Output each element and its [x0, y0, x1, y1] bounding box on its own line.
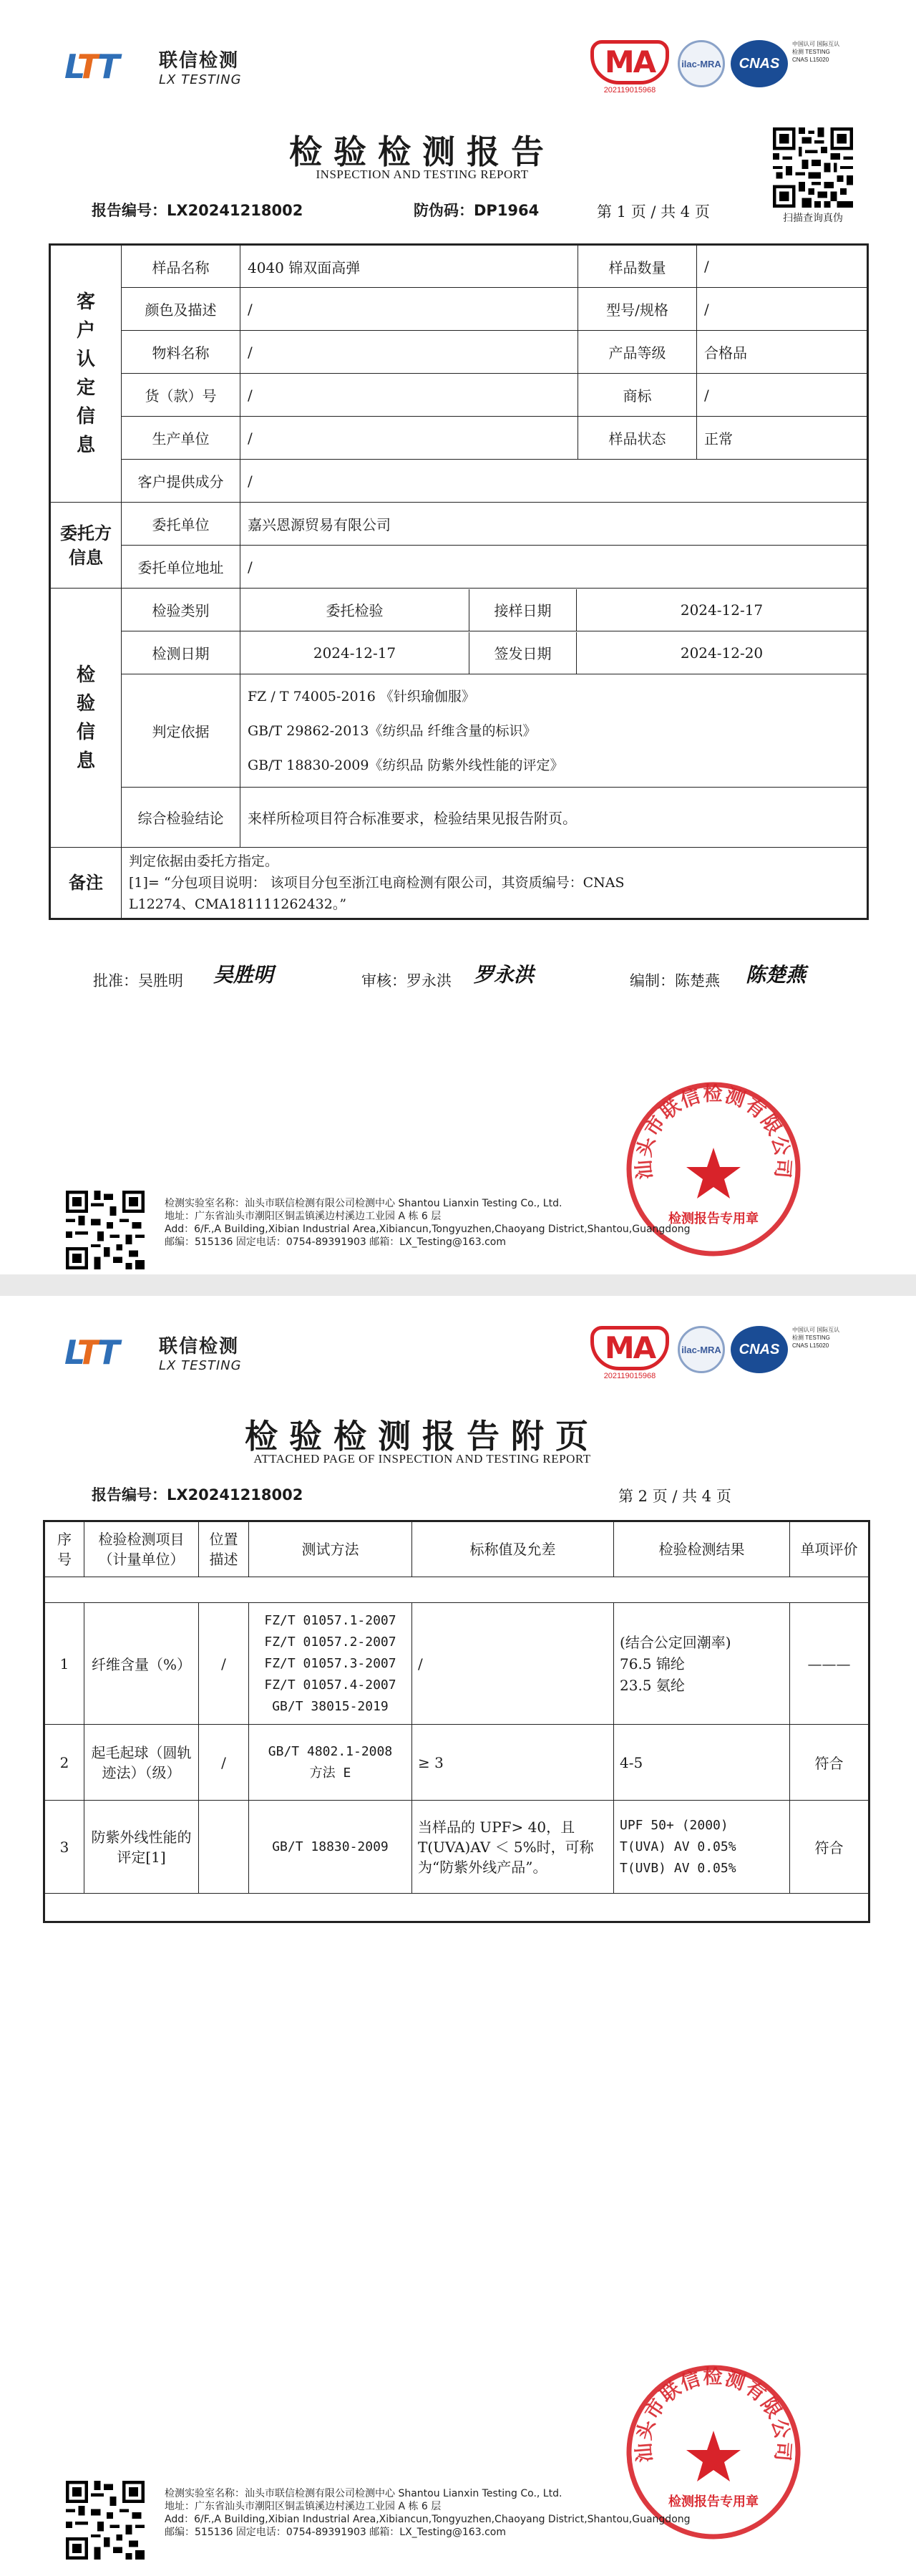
evaluation: 符合	[790, 1725, 869, 1801]
nominal-value: ≥ 3	[412, 1725, 614, 1801]
cnas-icon: CNAS	[731, 1326, 788, 1373]
page-info: 第 2 页 / 共 4 页	[618, 1488, 731, 1505]
method-line: FZ/T 01057.1-2007	[264, 1612, 396, 1628]
test-method: GB/T 18830-2009	[249, 1801, 412, 1894]
result-line: T(UVA) AV 0.05%	[620, 1839, 736, 1854]
report-page-1	[0, 0, 916, 1274]
cell-value: 合格品	[697, 331, 868, 374]
table-row	[50, 417, 868, 460]
ma-badge	[590, 40, 669, 95]
spacer-row	[44, 1894, 869, 1922]
method-line: FZ/T 01057.4-2007	[264, 1677, 396, 1693]
svg-text:检测报告专用章: 检测报告专用章	[668, 1211, 759, 1226]
cell-label: 综合检验结论	[122, 788, 240, 848]
results-table	[43, 1520, 870, 1923]
spacer-cell	[44, 1577, 869, 1603]
spacer-cell	[44, 1894, 869, 1922]
column-header: 测试方法	[249, 1521, 412, 1577]
row-number: 3	[44, 1801, 84, 1894]
page-separator	[0, 1274, 916, 1296]
row-number: 1	[44, 1603, 84, 1725]
logo-mark-icon: LTT	[64, 47, 117, 86]
cell-value: /	[240, 546, 868, 589]
cell-value: /	[240, 331, 578, 374]
test-result	[614, 1603, 790, 1725]
method-line: FZ/T 01057.3-2007	[264, 1655, 396, 1671]
test-result: 4-5	[614, 1725, 790, 1801]
spacer-row	[44, 1577, 869, 1603]
logo-mark-icon: LTT	[64, 1333, 117, 1372]
table-row	[44, 1725, 869, 1801]
test-method	[249, 1725, 412, 1801]
basis-item: GB/T 29862-2013《纺织品 纤维含量的标识》	[248, 722, 537, 739]
basis-item: GB/T 18830-2009《纺织品 防紫外线性能的评定》	[248, 757, 564, 773]
remark-line: [1]= “分包项目说明： 该项目分包至浙江电商检测有限公司，其资质编号：CNAS	[129, 875, 625, 891]
basis-item: FZ / T 74005-2016 《针织瑜伽服》	[248, 688, 475, 704]
attached-title: 检验检测报告附页	[245, 1417, 600, 1456]
report-info-table	[49, 243, 869, 920]
cnas-icon: CNAS	[731, 40, 788, 87]
result-line: T(UVB) AV 0.05%	[620, 1860, 736, 1876]
logo-en: LX TESTING	[159, 72, 242, 87]
cnas-caption: 中国认可 国际互认 检测 TESTING CNAS L15020	[792, 1327, 840, 1349]
footer-line: 检测实验室名称：汕头市联信检测有限公司检测中心 Shantou Lianxin Testing Co., Ltd.	[165, 1198, 562, 1209]
remark-line: L12274、CMA181111262432。”	[129, 896, 347, 912]
logo-en: LX TESTING	[159, 1358, 242, 1373]
footer-line: Add：6/F.,A Building,Xibian Industrial Area,Xibiancun,Tongyuzhen,Chaoyang District,Shantou,Guangdong	[165, 1224, 691, 1235]
svg-text:汕头市联信检测有限公司: 汕头市联信检测有限公司	[633, 1083, 794, 1181]
cell-label: 签发日期	[469, 632, 577, 674]
approver-signature: 吴胜明	[213, 963, 274, 987]
method-line: GB/T 4802.1-2008	[268, 1743, 393, 1759]
cert-badges	[590, 1326, 842, 1380]
company-logo	[64, 1332, 242, 1373]
row-number: 2	[44, 1725, 84, 1801]
logo-cn: 联信检测	[159, 50, 240, 72]
report-number: 报告编号：LX20241218002	[92, 1486, 303, 1504]
column-header: 位置描述	[199, 1521, 249, 1577]
ilac-icon: ilac-MRA	[678, 1326, 725, 1373]
company-logo	[64, 46, 242, 87]
table-row	[50, 631, 868, 674]
report-subtitle: INSPECTION AND TESTING REPORT	[316, 168, 529, 181]
cell-value: 2024-12-17	[240, 632, 469, 674]
footer-info	[165, 2487, 691, 2539]
table-row	[50, 589, 868, 631]
remark-line: 判定依据由委托方指定。	[129, 853, 279, 869]
client-section-label: 客 户 认 定 信 息	[50, 245, 122, 503]
anti-fake-code: 防伪码：DP1964	[414, 202, 540, 219]
cell-label: 样品状态	[578, 417, 697, 460]
cell-value: 4040 锦双面高弹	[240, 245, 578, 288]
cell-label: 委托单位地址	[122, 546, 240, 589]
cell-value: /	[240, 374, 578, 417]
nominal-value: /	[412, 1603, 614, 1725]
column-header: 序号	[44, 1521, 84, 1577]
svg-text:汕头市联信检测有限公司: 汕头市联信检测有限公司	[633, 2366, 794, 2464]
cell-label: 样品名称	[122, 245, 240, 288]
cell-value: /	[697, 288, 868, 331]
report-number: 报告编号：LX20241218002	[92, 202, 303, 219]
cell-value: /	[240, 417, 578, 460]
report-title: 检验检测报告	[289, 132, 555, 171]
evaluation: ———	[790, 1603, 869, 1725]
ma-badge	[590, 1326, 669, 1380]
method-line: 方法 E	[309, 1765, 351, 1781]
table-row	[44, 1603, 869, 1725]
cell-value: 嘉兴恩源贸易有限公司	[240, 503, 868, 546]
test-method	[249, 1603, 412, 1725]
test-item: 纤维含量（%）	[84, 1603, 199, 1725]
split-cell	[240, 631, 868, 674]
svg-text:检测报告专用章: 检测报告专用章	[668, 2494, 759, 2509]
method-line: FZ/T 01057.2-2007	[264, 1634, 396, 1650]
cell-label: 物料名称	[122, 331, 240, 374]
footer-line: 地址：广东省汕头市潮阳区铜盂镇溪边村溪边工业园 A 栋 6 层	[165, 2501, 442, 2512]
approver: 批准：吴胜明	[93, 972, 183, 989]
cell-label: 检验类别	[122, 589, 240, 631]
nominal-value: 当样品的 UPF> 40，且 T(UVA)AV ＜ 5%时，可称为“防紫外线产品”。	[412, 1801, 614, 1894]
position	[199, 1801, 249, 1894]
attached-subtitle: ATTACHED PAGE OF INSPECTION AND TESTING REPORT	[253, 1452, 591, 1466]
table-row	[44, 1801, 869, 1894]
method-line: GB/T 38015-2019	[272, 1698, 389, 1714]
entrust-section-label: 委托方 信息	[50, 503, 122, 589]
cell-label: 样品数量	[578, 245, 697, 288]
cell-value: 2024-12-17	[680, 601, 764, 619]
table-row	[50, 288, 868, 331]
footer-line: 检测实验室名称：汕头市联信检测有限公司检测中心 Shantou Lianxin Testing Co., Ltd.	[165, 2488, 562, 2499]
cert-badges	[590, 40, 842, 95]
qr-caption: 扫描查询真伪	[783, 213, 843, 224]
ma-icon: MA	[590, 40, 669, 84]
cell-value: 委托检验	[240, 589, 469, 631]
remark-label: 备注	[50, 848, 122, 919]
footer-line: Add：6/F.,A Building,Xibian Industrial Area,Xibiancun,Tongyuzhen,Chaoyang District,Shantou,Guangdong	[165, 2514, 691, 2525]
ma-code: 202119015968	[603, 1372, 656, 1380]
basis-list	[240, 674, 868, 788]
cell-value: 正常	[697, 417, 868, 460]
cell-label: 商标	[578, 374, 697, 417]
table-row	[50, 460, 868, 503]
cell-label: 颜色及描述	[122, 288, 240, 331]
cell-label: 客户提供成分	[122, 460, 240, 503]
column-header: 单项评价	[790, 1521, 869, 1577]
footer-qr-icon[interactable]	[66, 2481, 145, 2560]
cell-value: /	[240, 288, 578, 331]
remark-text	[122, 848, 868, 919]
table-row	[50, 331, 868, 374]
test-result	[614, 1801, 790, 1894]
reviewer-signature: 罗永洪	[474, 963, 535, 987]
cell-label: 产品等级	[578, 331, 697, 374]
table-row	[50, 788, 868, 848]
compiler-signature: 陈楚燕	[746, 963, 807, 987]
footer-info	[165, 1197, 691, 1249]
footer-line: 邮编：515136 固定电话：0754-89391903 邮箱：LX_Testing@163.com	[165, 2527, 506, 2538]
position: /	[199, 1603, 249, 1725]
cell-label: 生产单位	[122, 417, 240, 460]
table-row	[50, 674, 868, 788]
result-line: (结合公定回潮率)	[620, 1633, 731, 1651]
position: /	[199, 1725, 249, 1801]
logo-cn: 联信检测	[159, 1336, 240, 1357]
cell-value: /	[697, 374, 868, 417]
ma-code: 202119015968	[603, 86, 656, 95]
cnas-caption: 中国认可 国际互认 检测 TESTING CNAS L15020	[792, 41, 840, 63]
page-info: 第 1 页 / 共 4 页	[597, 203, 710, 221]
table-row	[50, 546, 868, 589]
cell-label: 委托单位	[122, 503, 240, 546]
cell-label: 判定依据	[122, 674, 240, 788]
test-item: 起毛起球（圆轨迹法）（级）	[84, 1725, 199, 1801]
footer-line: 邮编：515136 固定电话：0754-89391903 邮箱：LX_Testing@163.com	[165, 1236, 506, 1248]
cell-label: 检测日期	[122, 631, 240, 674]
ilac-icon: ilac-MRA	[678, 40, 725, 87]
evaluation: 符合	[790, 1801, 869, 1894]
table-header-row	[44, 1521, 869, 1577]
cell-label: 型号/规格	[578, 288, 697, 331]
split-cell	[240, 589, 868, 631]
cell-label: 货（款）号	[122, 374, 240, 417]
conclusion-value: 来样所检项目符合标准要求，检验结果见报告附页。	[240, 788, 868, 848]
column-header: 标称值及允差	[412, 1521, 614, 1577]
footer-qr-icon[interactable]	[66, 1191, 145, 1269]
cell-label: 接样日期	[469, 589, 577, 631]
cell-value: /	[697, 245, 868, 288]
report-page-2	[0, 1296, 916, 2570]
table-row	[50, 374, 868, 417]
ma-icon: MA	[590, 1326, 669, 1370]
result-line: 23.5 氨纶	[620, 1676, 685, 1694]
table-row	[50, 503, 868, 546]
cell-value: /	[240, 460, 868, 503]
column-header: 检验检测项目（计量单位）	[84, 1521, 199, 1577]
test-section-label: 检 验 信 息	[50, 589, 122, 848]
result-line: 76.5 锦纶	[620, 1655, 685, 1672]
table-row	[50, 848, 868, 919]
column-header: 检验检测结果	[614, 1521, 790, 1577]
result-line: UPF 50+ (2000)	[620, 1817, 729, 1833]
compiler: 编制：陈楚燕	[630, 972, 720, 989]
table-row	[50, 245, 868, 288]
test-item: 防紫外线性能的评定[1]	[84, 1801, 199, 1894]
reviewer: 审核：罗永洪	[361, 972, 452, 989]
footer-line: 地址：广东省汕头市潮阳区铜盂镇溪边村溪边工业园 A 栋 6 层	[165, 1211, 442, 1222]
cell-value: 2024-12-20	[680, 644, 764, 662]
